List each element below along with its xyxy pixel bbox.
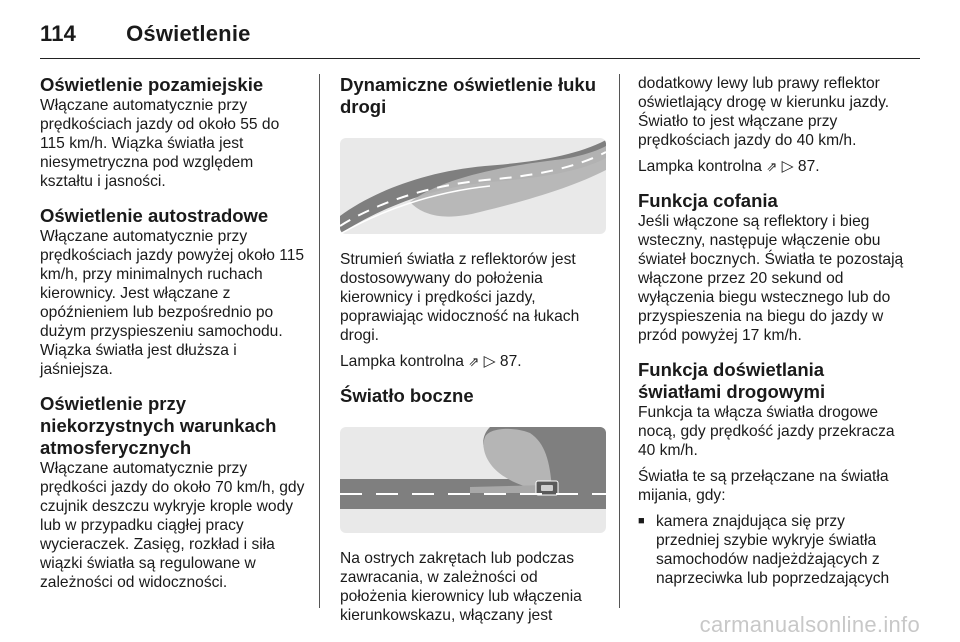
section-body-motorway-lighting: Włączane automatycznie przy prędkościach jazdy powyżej około 115 km/h, przy minimalnych ruchach kierownicy. Jest włączane z opóźnieniem lub bezpośrednio po dużym przyspieszeniu samochodu. Wiązka światła jest dłuższa i jaśniejsza. [40,228,305,378]
indicator-page-ref: 87. [499,353,522,370]
column-3 [638,74,904,588]
indicator-page-ref: 87. [797,158,820,175]
headlight-curve-icon: ⇗ [766,159,778,174]
square-bullet-icon: ■ [638,515,645,527]
indicator-label: Lampka kontrolna [638,158,762,175]
section-title-dynamic-curve-light: Dynamiczne oświetlenie łuku drogi [340,74,596,117]
curve-light-illustration [340,138,606,234]
column-1 [40,74,306,592]
cornering-light-illustration [340,427,606,533]
page-number: 114 [40,21,77,46]
list-item [638,512,904,588]
section-body-dynamic-curve-light: Strumień światła z reflektorów jest dostosowywany do położenia kierownicy i prędkości jazdy, poprawiając widoczność na łukach drogi. [340,251,580,344]
column-divider-2 [619,74,620,608]
column-divider-1 [319,74,320,608]
section-title-country-lighting: Oświetlenie pozamiejskie [40,74,264,95]
section-body-country-lighting: Włączane automatycznie przy prędkościach jazdy od około 55 do 115 km/h. Wiązka światła jest niesymetryczna pod względem kształtu i jasności. [40,97,280,190]
section-body-high-beam-assist-2: Światła te są przełączane na światła mijania, gdy: [638,468,889,504]
section-body-adverse-weather-lighting: Włączane automatycznie przy prędkości jazdy do około 70 km/h, gdy czujnik deszczu wykryje krople wody lub w przypadku ciągłej pracy wycieraczek. Zasięg, rozkład i siła wiązki światła są regulowane w zależności od widoczności. [40,460,305,591]
indicator-reference [340,352,606,371]
section-body-high-beam-assist-1: Funkcja ta włącza światła drogowe nocą, gdy prędkość jazdy przekracza 40 km/h. [638,404,895,459]
section-title-adverse-weather-lighting: Oświetlenie przy niekorzystnych warunkach atmosferycznych [40,393,277,458]
section-title-reverse-function: Funkcja cofania [638,190,778,211]
watermark: carmanualsonline.info [699,612,920,637]
page-reference-arrow-icon: ▷ [781,158,794,175]
list-item-text: kamera znajdująca się przy przedniej szybie wykryje światła samochodów nadjeżdżających z naprzeciwka lub poprzedzających [656,513,890,587]
section-title-motorway-lighting: Oświetlenie autostradowe [40,205,269,226]
chapter-title: Oświetlenie [126,21,251,46]
section-body-reverse-function: Jeśli włączone są reflektory i bieg wsteczny, następuje włączenie obu świateł bocznych. Światła te pozostają włączone przez 20 sekund od wyłączenia biegu wstecznego lub do przyspieszenia na biegu do jazdy w przód powyżej 17 km/h. [638,213,904,344]
column-2 [340,74,606,625]
indicator-reference-2 [638,157,904,176]
page-header [40,14,920,54]
headlight-curve-icon: ⇗ [468,354,480,369]
page-reference-arrow-icon: ▷ [483,353,496,370]
indicator-label: Lampka kontrolna [340,353,464,370]
section-body-cornering-light-continued: dodatkowy lewy lub prawy reflektor oświetlający drogę w kierunku jazdy. Światło to jest włączane przy prędkościach jazdy do 40 km/h. [638,75,890,149]
section-body-cornering-light: Na ostrych zakrętach lub podczas zawracania, w zależności od położenia kierownicy lub włączenia kierunkowskazu, włączany jest [340,550,582,624]
header-divider [40,58,920,59]
section-title-cornering-light: Światło boczne [340,385,474,406]
section-title-high-beam-assist: Funkcja doświetlania światłami drogowymi [638,359,826,402]
